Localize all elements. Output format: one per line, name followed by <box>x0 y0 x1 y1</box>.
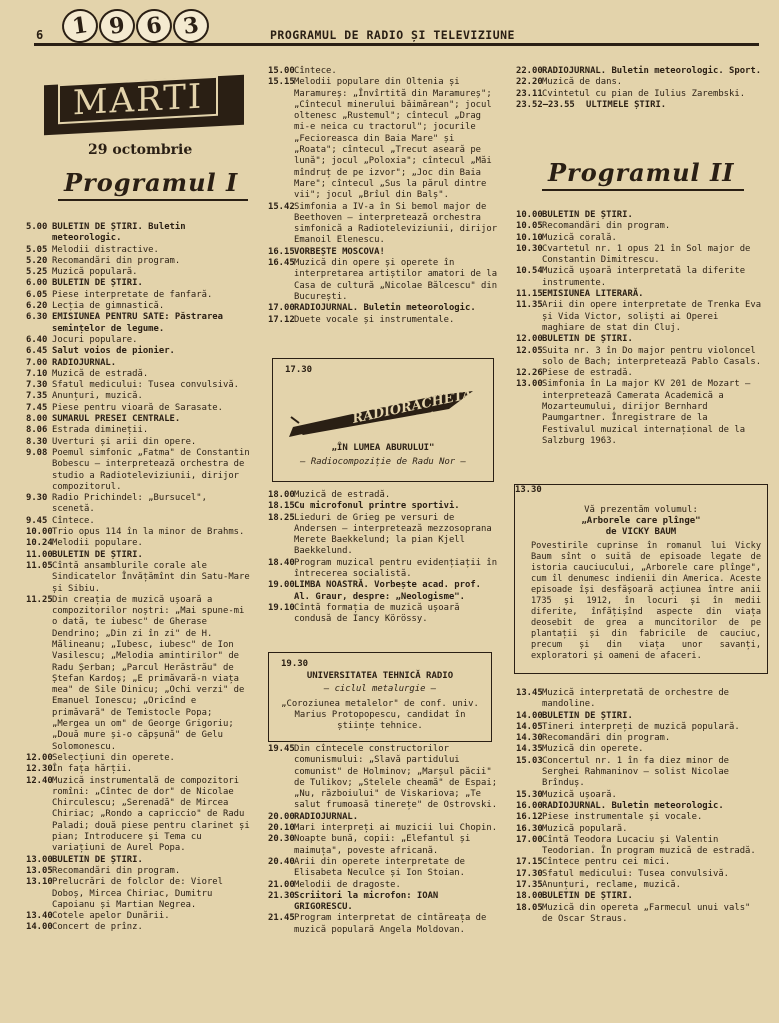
schedule-description: Lieduri de Grieg pe versuri de Andersen — interpretează mezzosoprana Merete Baekkelund; la pian Kjell Baekkelund. <box>294 512 492 557</box>
schedule-time: 5.00 <box>26 222 48 232</box>
schedule-time: 15.00 <box>268 66 295 76</box>
schedule-description: Melodii populare din Oltenia și Maramureș: „Învîrtită din Maramureș"; „Cîntecul minerului băimărean"; jocul oltenesc „Rustemul"; cîntecul „Drag mi-e neica cu tractorul"; jocurile „Fecioreasca din Baia Mare" și „Roata"; cîntecul „Trecut aseară pe lună"; jocul „Poloxia"; cîntecul „Măi mîndruț de pe izvor"; „Joc din Baia Mare"; cîntecul „Sus la părul dintre vii"; jocul „Brîul din Balș". <box>294 77 492 201</box>
schedule-time: 17.00 <box>516 834 543 845</box>
schedule-item <box>26 245 250 256</box>
schedule-time: 11.15 <box>516 289 543 300</box>
schedule-description: VORBEȘTE MOSCOVA! <box>294 246 385 257</box>
book-feature-author: de VICKY BAUM <box>605 527 677 537</box>
schedule-time: 14.00 <box>516 710 543 721</box>
schedule-description: Concert de prînz. <box>52 922 143 933</box>
book-feature-time: 13.30 <box>515 485 542 495</box>
schedule-description: Radio Prichindel: „Bursucel", scenetă. <box>52 493 207 515</box>
schedule-item <box>26 922 250 933</box>
schedule-time: 15.03 <box>516 755 543 766</box>
schedule-description: BULETIN DE ȘTIRI. <box>52 549 143 560</box>
schedule-description: Muzică populară. <box>52 267 138 278</box>
schedule-item <box>268 77 498 201</box>
schedule-description: Program muzical pentru evidențiații în întrecerea socialistă. <box>294 557 498 580</box>
schedule-description: Cîntă Teodora Lucaciu și Valentin Teodorian. În program muzică de estradă. <box>542 834 756 857</box>
program2-title: Programul II <box>548 158 735 187</box>
schedule-description: Din creația de muzică ușoară a compozitorilor noștri: „Mai spune-mi o dată, te iubesc" de Gherase Dendrino; „Din zi în zi" de H. Mălineanu; „Iubesc, iubesc" de Ion Vasilescu; „Melodia amintirilor" de Radu Șerban; „Parcul Herăstrău" de Ștefan Kardoș; „E primăvară-n viața mea" de Sile Dinicu; „Ochi verzi" de Emanuel Ionescu; „Oricînd e primăvară" de Temistocle Popa; „Mergea un om" de George Grigoriu; „Două mure și-o căpșună" de Gelu Solomonescu. <box>52 594 245 752</box>
schedule-description: Cîntece. <box>294 66 337 76</box>
schedule-description: Muzică corală. <box>542 232 617 243</box>
schedule-time: 7.00 <box>26 357 48 368</box>
schedule-time: 13.00 <box>26 854 53 865</box>
schedule-item <box>26 222 250 245</box>
schedule-description: RADIOJURNAL. <box>52 357 117 368</box>
schedule-description: Arii din opere interpretate de Trenka Eva și Vida Victor, soliști ai Operei maghiare de stat din Cluj. <box>542 300 762 333</box>
schedule-item <box>268 247 498 258</box>
schedule-item <box>268 857 498 880</box>
schedule-item <box>516 244 766 267</box>
schedule-description: Recomandări din program. <box>542 733 671 744</box>
book-feature-body: Povestirile cuprinse în romanul lui Vicky Baum sînt o suită de episoade legate de istoria cauciucului, „Arborele care plînge", cum îl denumesc indienii din America. Aceste episoade își desfășoară acțiunea între anii 1735 și 1912, în locuri și în medii diferite, înfățișînd aspecte din viața deosebit de grea a muncitorilor de pe plantații și din fabricile de cauciuc, precum și din viața unor savanți, exploratori și oameni de afaceri. <box>531 541 761 661</box>
schedule-time: 9.45 <box>26 515 48 526</box>
schedule-description: BULETIN DE ȘTIRI. <box>542 210 633 220</box>
schedule-description: Lecția de gimnastică. <box>52 301 165 312</box>
schedule-description: Muzică din opereta „Farmecul unui vals" de Oscar Straus. <box>542 902 751 924</box>
schedule-time: 18.25 <box>268 512 295 523</box>
schedule-item <box>26 776 250 855</box>
schedule-time: 19.10 <box>268 602 295 613</box>
schedule-item <box>268 880 498 891</box>
schedule-time: 6.00 <box>26 278 48 289</box>
schedule-description: EMISIUNEA LITERARĂ. <box>542 289 644 300</box>
schedule-item <box>516 880 766 891</box>
schedule-description: Cîntă formația de muzică ușoară condusă de Iancy Körössy. <box>294 602 460 625</box>
schedule-time: 15.15 <box>268 77 295 88</box>
schedule-item <box>26 911 250 922</box>
schedule-item <box>516 100 766 111</box>
schedule-item <box>26 256 250 267</box>
schedule-item <box>516 801 766 812</box>
program1-column-2-middle <box>268 490 498 626</box>
schedule-description: BULETIN DE ȘTIRI. <box>52 854 143 865</box>
schedule-time: 5.05 <box>26 244 48 255</box>
schedule-item <box>516 711 766 722</box>
schedule-item <box>268 513 498 558</box>
year-digit: 3 <box>171 7 211 46</box>
year-digit: 1 <box>60 7 100 46</box>
schedule-item <box>26 516 250 527</box>
universitatea-box <box>268 652 492 742</box>
schedule-item <box>26 855 250 866</box>
program1-column-3 <box>516 66 766 111</box>
schedule-item <box>268 891 498 914</box>
schedule-description: Cîntece. <box>52 515 95 526</box>
schedule-time: 15.30 <box>516 789 543 800</box>
schedule-item <box>516 266 766 289</box>
schedule-time: 19.45 <box>268 744 295 754</box>
schedule-description: LIMBA NOASTRĂ. Vorbește acad. prof. Al. Graur, despre: „Neologisme". <box>294 580 482 602</box>
schedule-item <box>268 823 498 834</box>
schedule-time: 12.00 <box>26 752 53 763</box>
schedule-time: 7.30 <box>26 380 48 391</box>
schedule-item <box>26 312 250 335</box>
schedule-time: 6.40 <box>26 334 48 345</box>
schedule-time: 20.40 <box>268 856 295 867</box>
schedule-time: 11.35 <box>516 300 543 311</box>
schedule-item <box>516 824 766 835</box>
schedule-time: 10.00 <box>516 210 543 220</box>
schedule-description: ULTIMELE ȘTIRI. <box>586 99 667 110</box>
schedule-time: 16.12 <box>516 812 543 823</box>
schedule-item <box>26 403 250 414</box>
schedule-item <box>516 89 766 100</box>
schedule-description: Noapte bună, copii: „Elefantul și maimuța", poveste africană. <box>294 834 471 856</box>
day-date: 29 octombrie <box>88 142 193 158</box>
schedule-item <box>268 202 498 247</box>
schedule-item <box>268 603 498 626</box>
schedule-item <box>26 414 250 425</box>
schedule-time: 17.30 <box>516 868 543 879</box>
program2-column-bottom <box>516 688 766 925</box>
schedule-item <box>268 501 498 512</box>
radioracheta-box <box>272 358 494 482</box>
schedule-item <box>516 756 766 790</box>
schedule-description: Arii din operete interpretate de Elisabeta Neculce și Ion Stoian. <box>294 856 465 879</box>
schedule-time: 17.35 <box>516 880 543 891</box>
schedule-time: 13.40 <box>26 911 53 922</box>
schedule-description: Muzică de estradă. <box>294 490 391 500</box>
schedule-time: 6.20 <box>26 301 48 312</box>
schedule-description: SUMARUL PRESEI CENTRALE. <box>52 414 181 425</box>
year-digit: 6 <box>134 7 174 46</box>
schedule-time: 21.30 <box>268 890 295 901</box>
schedule-description: Simfonia în La major KV 201 de Mozart — interpretează Camerata Academică a Mozarteumului, dirijor Bernhard Paumgartner. Înregistrare de la Festivalul muzical internațional de la Salzburg 1963. <box>542 379 751 446</box>
schedule-time: 20.00 <box>268 811 295 822</box>
schedule-time: 12.40 <box>26 775 53 786</box>
schedule-item <box>26 267 250 278</box>
schedule-description: Cvartetul nr. 1 opus 21 în Sol major de Constantin Dimitrescu. <box>542 243 751 266</box>
schedule-description: Muzică din opere și operete în interpretarea artiștilor amatori de la Casa de cultură „Nicolae Bălcescu" din București. <box>294 258 498 302</box>
radioracheta-subtitle: — Radiocompoziție de Radu Nor — <box>300 457 466 467</box>
schedule-description: EMISIUNEA PENTRU SATE: Păstrarea semințelor de legume. <box>52 312 223 334</box>
schedule-time: 6.05 <box>26 289 48 300</box>
schedule-item <box>516 379 766 447</box>
schedule-time: 11.05 <box>26 560 53 571</box>
program1-column-2-bottom <box>268 744 498 936</box>
schedule-item <box>26 301 250 312</box>
schedule-time: 12.05 <box>516 345 543 356</box>
schedule-description: Muzică populară. <box>542 823 628 834</box>
schedule-item <box>516 790 766 801</box>
radioracheta-logo-text: RADIORACHETA pionierului <box>351 386 474 442</box>
radioracheta-title: „ÎN LUMEA ABURULUI" <box>331 443 435 453</box>
schedule-description: Suita nr. 3 în Do major pentru violoncel solo de Bach; interpretează Pablo Casals. <box>542 345 762 367</box>
schedule-description: Cotele apelor Dunării. <box>52 911 170 922</box>
schedule-description: Piese interpretate de fanfară. <box>52 289 213 300</box>
schedule-item <box>26 753 250 764</box>
program1-column-2 <box>268 66 498 326</box>
schedule-description: Muzică de estradă. <box>52 368 149 379</box>
schedule-time: 7.35 <box>26 391 48 402</box>
schedule-time: 19.00 <box>268 580 295 591</box>
schedule-time: 22.20 <box>516 77 543 88</box>
schedule-time: 12.30 <box>26 764 53 775</box>
schedule-item <box>26 561 250 595</box>
schedule-time: 18.00 <box>268 490 295 500</box>
book-feature-intro: Vă prezentăm volumul: <box>584 505 698 515</box>
schedule-time: 13.10 <box>26 877 53 888</box>
schedule-time: 10.30 <box>516 243 543 254</box>
schedule-time: 18.15 <box>268 501 295 512</box>
schedule-time: 22.00 <box>516 66 543 76</box>
universitatea-title: UNIVERSITATEA TEHNICĂ RADIO <box>306 671 454 681</box>
schedule-time: 16.45 <box>268 258 295 269</box>
schedule-time: 12.26 <box>516 368 543 379</box>
schedule-time: 8.30 <box>26 436 48 447</box>
schedule-time: 17.00 <box>268 303 295 314</box>
schedule-description: Piese de estradă. <box>542 368 633 379</box>
schedule-item <box>26 290 250 301</box>
schedule-description: Cîntece pentru cei mici. <box>542 857 671 868</box>
schedule-item <box>516 891 766 902</box>
schedule-description: RADIOJURNAL. Buletin meteorologic. Sport. <box>542 66 762 76</box>
schedule-time: 18.40 <box>268 557 295 568</box>
schedule-time: 11.00 <box>26 549 53 560</box>
schedule-time: 15.42 <box>268 201 295 212</box>
schedule-description: Salut voios de pionier. <box>52 346 175 357</box>
schedule-item <box>516 744 766 755</box>
schedule-description: Sfatul medicului: Tusea convulsivă. <box>52 380 240 391</box>
schedule-time: 6.30 <box>26 312 48 323</box>
program1-title: Programul I <box>64 168 239 197</box>
schedule-description: Muzică de dans. <box>542 77 623 88</box>
schedule-item <box>26 278 250 289</box>
schedule-item <box>26 391 250 402</box>
schedule-time: 9.30 <box>26 493 48 504</box>
schedule-time: 5.25 <box>26 267 48 278</box>
schedule-item <box>268 812 498 823</box>
year-badge <box>62 9 209 43</box>
schedule-item <box>516 210 766 221</box>
schedule-description: Trio opus 114 în la minor de Brahms. <box>52 527 245 538</box>
schedule-item <box>26 448 250 493</box>
schedule-description: Melodii populare. <box>52 538 143 549</box>
schedule-time: 12.00 <box>516 334 543 345</box>
schedule-item <box>26 877 250 911</box>
schedule-time: 7.45 <box>26 402 48 413</box>
schedule-description: Sfatul medicului: Tusea convulsivă. <box>542 868 730 879</box>
schedule-time: 8.06 <box>26 425 48 436</box>
schedule-description: Cu microfonul printre sportivi. <box>294 501 460 512</box>
page-header-title: PROGRAMUL DE RADIO ȘI TELEVIZIUNE <box>270 28 515 42</box>
schedule-item <box>516 869 766 880</box>
schedule-description: BULETIN DE ȘTIRI. <box>542 334 633 345</box>
schedule-item <box>26 550 250 561</box>
schedule-item <box>26 335 250 346</box>
day-name: MARTI <box>58 76 218 124</box>
schedule-item <box>516 368 766 379</box>
radioracheta-logo <box>289 386 477 442</box>
schedule-time: 18.05 <box>516 902 543 913</box>
schedule-item <box>516 300 766 334</box>
schedule-item <box>516 812 766 823</box>
schedule-time: 18.00 <box>516 891 543 902</box>
schedule-item <box>516 289 766 300</box>
schedule-item <box>268 834 498 857</box>
schedule-description: RADIOJURNAL. <box>294 811 359 822</box>
schedule-description: Estrada dimineții. <box>52 425 149 436</box>
radioracheta-time: 17.30 <box>285 365 313 375</box>
schedule-description: Cîntă ansamblurile corale ale Sindicatelor Învățămînt din Satu-Mare și Sibiu. <box>52 560 250 594</box>
schedule-description: Concertul nr. 1 în fa diez minor de Serghei Rahmaninov — solist Nicolae Brînduș. <box>542 755 730 789</box>
schedule-description: BULETIN DE ȘTIRI. <box>542 891 633 902</box>
schedule-item <box>268 490 498 501</box>
schedule-item <box>268 913 498 936</box>
year-digit: 9 <box>97 7 137 46</box>
schedule-item <box>516 733 766 744</box>
schedule-time: 16.00 <box>516 800 543 811</box>
schedule-description: Piese pentru vioară de Sarasate. <box>52 402 223 413</box>
schedule-time: 14.30 <box>516 733 543 744</box>
schedule-item <box>516 903 766 926</box>
schedule-item <box>516 77 766 88</box>
schedule-time: 21.00 <box>268 879 295 890</box>
schedule-description: Jocuri populare. <box>52 334 138 345</box>
schedule-description: În fața hărții. <box>52 764 133 775</box>
schedule-description: Muzică din operete. <box>542 744 644 755</box>
schedule-item <box>26 493 250 516</box>
schedule-time: 7.10 <box>26 368 48 379</box>
schedule-description: Simfonia a IV-a în Si bemol major de Beethoven — interpretează orchestra simfonică a Radioteleviziunii, dirijor Emanoil Elenescu. <box>294 201 498 246</box>
schedule-item <box>516 66 766 77</box>
schedule-time: 13.45 <box>516 688 543 698</box>
schedule-description: Uverturi și arii din opere. <box>52 436 197 447</box>
schedule-item <box>26 866 250 877</box>
schedule-item <box>516 835 766 858</box>
schedule-description: Muzică instrumentală de compozitori romîni: „Cîntec de dor" de Nicolae Chirculescu; „Serenadă" de Mircea Chiriac; „Rondo a capriccio" de Radu Paladi; două piese pentru clarinet și pian; Introducere și Tema cu variațiuni de Aurel Popa. <box>52 775 250 854</box>
schedule-item <box>516 688 766 711</box>
schedule-time: 14.00 <box>26 922 53 933</box>
schedule-item <box>268 315 498 326</box>
schedule-item <box>26 358 250 369</box>
schedule-description: Recomandări din program. <box>52 865 181 876</box>
schedule-time: 8.00 <box>26 414 48 425</box>
schedule-item <box>26 437 250 448</box>
schedule-description: BULETIN DE ȘTIRI. <box>542 710 633 721</box>
schedule-description: BULETIN DE ȘTIRI. <box>52 278 143 289</box>
schedule-item <box>268 580 498 603</box>
schedule-item <box>26 369 250 380</box>
schedule-description: Muzică ușoară. <box>542 789 617 800</box>
schedule-description: Duete vocale și instrumentale. <box>294 314 455 325</box>
schedule-item <box>516 346 766 369</box>
schedule-description: Tineri interpreți de muzică populară. <box>542 721 740 732</box>
universitatea-body: „Coroziunea metalelor" de conf. univ. Marius Protopopescu, candidat în științe tehnice. <box>281 699 479 731</box>
header-divider <box>34 43 759 46</box>
program1-column-1 <box>26 222 250 934</box>
schedule-time: 13.00 <box>516 379 543 390</box>
schedule-description: RADIOJURNAL. Buletin meteorologic. <box>294 303 476 314</box>
schedule-time: 10.24 <box>26 538 53 549</box>
schedule-item <box>516 221 766 232</box>
schedule-time: 10.10 <box>516 232 543 243</box>
schedule-description: Melodii de dragoste. <box>294 879 401 890</box>
schedule-item <box>26 380 250 391</box>
schedule-item <box>268 303 498 314</box>
schedule-item <box>26 527 250 538</box>
schedule-time: 14.05 <box>516 721 543 732</box>
schedule-description: Scriitori la microfon: IOAN GRIGORESCU. <box>294 890 439 913</box>
schedule-time: 17.12 <box>268 314 295 325</box>
schedule-time: 9.08 <box>26 447 48 458</box>
schedule-description: RADIOJURNAL. Buletin meteorologic. <box>542 800 724 811</box>
schedule-time: 6.45 <box>26 346 48 357</box>
page-number: 6 <box>36 28 44 42</box>
universitatea-time: 19.30 <box>281 659 309 669</box>
schedule-description: Poemul simfonic „Fatma" de Constantin Bobescu — interpretează orchestra de studio a Radioteleviziunii, dirijor compozitorul. <box>52 447 250 492</box>
book-feature-heading <box>515 505 767 538</box>
schedule-time: 16.30 <box>516 823 543 834</box>
schedule-description: Din cîntecele constructorilor comunismului: „Slavă partidului comunist" de Holminov; „Marșul păcii" de Tulikov; „Stelele cheamă" de Espai; „Nu, războiului" de Viskariova; „Te salut frumoasă tinerețe" de Ostrovski. <box>294 744 498 811</box>
schedule-description: Selecțiuni din operete. <box>52 752 175 763</box>
schedule-item <box>268 744 498 812</box>
schedule-item <box>268 258 498 303</box>
schedule-description: Muzică ușoară interpretată la diferite instrumente. <box>542 266 746 288</box>
schedule-description: Muzică interpretată de orchestre de mandoline. <box>542 688 730 710</box>
book-feature-box <box>514 484 768 674</box>
schedule-description: Recomandări din program. <box>52 255 181 266</box>
schedule-item <box>26 538 250 549</box>
schedule-description: Melodii distractive. <box>52 244 159 255</box>
schedule-item <box>26 595 250 753</box>
schedule-description: Prelucrări de folclor de: Viorel Doboș, Mircea Chiriac, Dumitru Capoianu și Martian Negrea. <box>52 877 223 910</box>
schedule-time: 20.30 <box>268 834 295 845</box>
schedule-time: 16.15 <box>268 246 295 257</box>
schedule-item <box>516 722 766 733</box>
schedule-description: Recomandări din program. <box>542 221 671 232</box>
schedule-time: 21.45 <box>268 913 295 924</box>
schedule-time: 23.11 <box>516 88 543 99</box>
book-feature-title: „Arborele care plînge" <box>581 516 701 526</box>
schedule-item <box>268 558 498 581</box>
schedule-description: Cvintetul cu pian de Iulius Zarembski. <box>542 88 746 99</box>
schedule-time: 13.05 <box>26 865 53 876</box>
schedule-description: Program interpretat de cîntăreața de muzică populară Angela Moldovan. <box>294 913 487 935</box>
schedule-description: BULETIN DE ȘTIRI. Buletin meteorologic. <box>52 222 186 244</box>
schedule-item <box>26 346 250 357</box>
schedule-description: Mari interpreți ai muzicii lui Chopin. <box>294 823 498 834</box>
schedule-item <box>26 764 250 775</box>
schedule-time: 14.35 <box>516 744 543 755</box>
schedule-item <box>516 334 766 345</box>
schedule-time: 11.25 <box>26 594 53 605</box>
schedule-description: Anunțuri, muzică. <box>52 391 143 402</box>
schedule-item <box>516 857 766 868</box>
schedule-time: 5.20 <box>26 255 48 266</box>
schedule-item <box>26 425 250 436</box>
schedule-time: 10.00 <box>26 527 53 538</box>
schedule-time: 17.15 <box>516 857 543 868</box>
schedule-time: 23.52—23.55 <box>516 99 575 110</box>
schedule-time: 10.54 <box>516 266 543 277</box>
schedule-item <box>268 66 498 77</box>
schedule-time: 20.10 <box>268 823 295 834</box>
program2-column <box>516 210 766 447</box>
schedule-description: Anunțuri, reclame, muzică. <box>542 880 681 891</box>
universitatea-subtitle: — ciclul metalurgie — <box>323 684 437 694</box>
schedule-item <box>516 233 766 244</box>
schedule-description: Piese instrumentale și vocale. <box>542 812 703 823</box>
schedule-time: 10.05 <box>516 221 543 232</box>
